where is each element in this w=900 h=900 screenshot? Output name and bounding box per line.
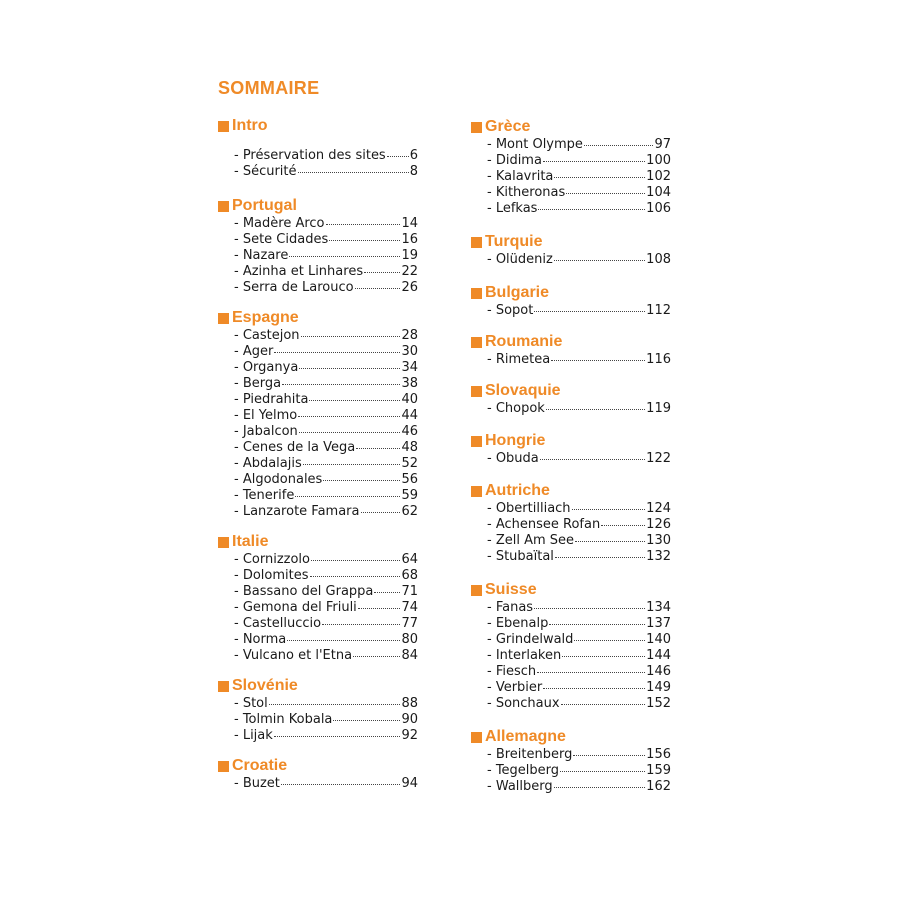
section-heading[interactable] [218, 532, 418, 552]
entry-label: - Fiesch [487, 664, 537, 679]
section-title: Portugal [232, 197, 297, 214]
entry-label: - Stubaïtal [487, 549, 554, 564]
section-portugal [218, 196, 418, 296]
entry-label: - Obuda [487, 451, 539, 466]
page-number: 137 [646, 616, 671, 631]
section-heading[interactable] [471, 580, 671, 600]
section-heading[interactable] [471, 332, 671, 352]
section-title: Suisse [485, 581, 537, 598]
toc-entry[interactable] [218, 712, 418, 728]
dot-leader [274, 352, 400, 353]
section-espagne [218, 308, 418, 520]
page-number: 162 [646, 779, 671, 794]
dot-leader [543, 688, 645, 689]
toc-entry[interactable] [218, 376, 418, 392]
entry-label: - Olüdeniz [487, 252, 553, 267]
dot-leader [574, 640, 645, 641]
toc-entry[interactable] [218, 728, 418, 744]
entry-label: - Lanzarote Famara [234, 504, 360, 519]
page-number: 77 [401, 616, 418, 631]
orange-square-icon [218, 537, 229, 548]
entry-label: - Chopok [487, 401, 545, 416]
page-number: 56 [401, 472, 418, 487]
toc-entry[interactable] [218, 344, 418, 360]
section-title: Roumanie [485, 333, 563, 350]
section-autriche [471, 481, 671, 565]
dot-leader [311, 560, 400, 561]
dot-leader [295, 496, 400, 497]
dot-leader [560, 771, 645, 772]
dot-leader [281, 784, 401, 785]
toc-entry[interactable] [471, 201, 671, 217]
section-heading[interactable] [471, 232, 671, 252]
dot-leader [601, 525, 645, 526]
page-number: 6 [409, 148, 418, 163]
toc-entry[interactable] [471, 303, 671, 319]
entry-label: - Organya [234, 360, 299, 375]
toc-entry[interactable] [218, 328, 418, 344]
page-number: 48 [401, 440, 418, 455]
section-title: Grèce [485, 118, 531, 135]
page-number: 108 [646, 252, 671, 267]
page-number: 97 [654, 137, 671, 152]
entry-label: - Préservation des sites [234, 148, 386, 163]
section-title: Croatie [232, 757, 288, 774]
dot-leader [299, 432, 401, 433]
dot-leader [549, 624, 645, 625]
toc-entry[interactable] [218, 392, 418, 408]
dot-leader [301, 336, 401, 337]
page-number: 122 [646, 451, 671, 466]
section-title: Slovénie [232, 677, 298, 694]
toc-entry[interactable] [218, 232, 418, 248]
orange-square-icon [471, 122, 482, 133]
entry-label: - Tenerife [234, 488, 295, 503]
entry-label: - Jabalcon [234, 424, 298, 439]
section-title: Hongrie [485, 432, 546, 449]
toc-entry[interactable] [471, 252, 671, 268]
page-number: 106 [646, 201, 671, 216]
dot-leader [287, 640, 400, 641]
page-number: 80 [401, 632, 418, 647]
orange-square-icon [218, 761, 229, 772]
dot-leader [554, 787, 646, 788]
toc-entry[interactable] [471, 153, 671, 169]
page-number: 8 [409, 164, 418, 179]
toc-entry[interactable] [218, 600, 418, 616]
dot-leader [298, 416, 400, 417]
entry-label: - Verbier [487, 680, 543, 695]
dot-leader [554, 177, 645, 178]
orange-square-icon [218, 681, 229, 692]
page-number: 22 [401, 264, 418, 279]
entry-label: - Vulcano et l'Etna [234, 648, 353, 663]
dot-leader [573, 755, 645, 756]
dot-leader [555, 557, 645, 558]
toc-entry[interactable] [471, 169, 671, 185]
page-number: 140 [646, 632, 671, 647]
toc-entry[interactable] [218, 148, 418, 164]
dot-leader [299, 368, 400, 369]
entry-label: - Zell Am See [487, 533, 575, 548]
entry-label: - Sonchaux [487, 696, 560, 711]
page-number: 90 [401, 712, 418, 727]
section-title: Espagne [232, 309, 299, 326]
page-number: 119 [646, 401, 671, 416]
entry-label: - Abdalajis [234, 456, 302, 471]
page-number: 132 [646, 549, 671, 564]
entry-label: - Rimetea [487, 352, 551, 367]
dot-leader [355, 288, 401, 289]
section-bulgarie [471, 283, 671, 319]
section-title: Turquie [485, 233, 543, 250]
page-number: 19 [401, 248, 418, 263]
toc-entry[interactable] [218, 616, 418, 632]
toc-entry[interactable] [218, 552, 418, 568]
orange-square-icon [471, 585, 482, 596]
dot-leader [361, 512, 401, 513]
entry-label: - Gemona del Friuli [234, 600, 357, 615]
page-number: 52 [401, 456, 418, 471]
section-title: Italie [232, 533, 269, 550]
entry-label: - Cornizzolo [234, 552, 310, 567]
page-number: 88 [401, 696, 418, 711]
dot-leader [584, 145, 654, 146]
orange-square-icon [471, 237, 482, 248]
section-heading[interactable] [471, 431, 671, 451]
entry-label: - Interlaken [487, 648, 562, 663]
dot-leader [274, 736, 401, 737]
entry-label: - Grindelwald [487, 632, 574, 647]
dot-leader [566, 193, 645, 194]
toc-entry[interactable] [471, 696, 671, 712]
page-number: 159 [646, 763, 671, 778]
entry-label: - Castelluccio [234, 616, 322, 631]
dot-leader [358, 608, 401, 609]
section-allemagne [471, 727, 671, 795]
orange-square-icon [471, 386, 482, 397]
dot-leader [322, 624, 400, 625]
page-number: 26 [401, 280, 418, 295]
toc-entry[interactable] [471, 747, 671, 763]
page-number: 14 [401, 216, 418, 231]
orange-square-icon [471, 436, 482, 447]
entry-label: - Sopot [487, 303, 534, 318]
page-number: 104 [646, 185, 671, 200]
page-number: 102 [646, 169, 671, 184]
section-suisse [471, 580, 671, 712]
section-title: Slovaquie [485, 382, 561, 399]
page-number: 34 [401, 360, 418, 375]
page-number: 149 [646, 680, 671, 695]
section-title: Allemagne [485, 728, 566, 745]
section-slovaquie [471, 381, 671, 417]
section-heading[interactable] [218, 308, 418, 328]
page-number: 71 [401, 584, 418, 599]
page-number: 152 [646, 696, 671, 711]
dot-leader [543, 161, 645, 162]
dot-leader [572, 509, 646, 510]
entry-label: - Ager [234, 344, 274, 359]
page-number: 38 [401, 376, 418, 391]
toc-entry[interactable] [218, 648, 418, 664]
page-number: 62 [401, 504, 418, 519]
entry-label: - Fanas [487, 600, 534, 615]
toc-entry[interactable] [218, 408, 418, 424]
entry-label: - Achensee Rofan [487, 517, 601, 532]
entry-label: - Dolomites [234, 568, 309, 583]
entry-label: - Didima [487, 153, 542, 168]
orange-square-icon [471, 288, 482, 299]
toc-entry[interactable] [471, 401, 671, 417]
section-grece [471, 117, 671, 217]
page-number: 126 [646, 517, 671, 532]
toc-entry[interactable] [218, 504, 418, 520]
dot-leader [537, 672, 645, 673]
section-croatie [218, 756, 418, 792]
orange-square-icon [471, 732, 482, 743]
dot-leader [326, 224, 401, 225]
dot-leader [303, 464, 401, 465]
toc-entry[interactable] [218, 696, 418, 712]
toc-entry[interactable] [471, 648, 671, 664]
entry-label: - Norma [234, 632, 287, 647]
dot-leader [329, 240, 400, 241]
entry-label: - Castejon [234, 328, 300, 343]
toc-entry[interactable] [471, 600, 671, 616]
toc-entry[interactable] [218, 472, 418, 488]
dot-leader [561, 704, 646, 705]
page-number: 46 [401, 424, 418, 439]
toc-entry[interactable] [218, 264, 418, 280]
page-number: 64 [401, 552, 418, 567]
dot-leader [554, 260, 645, 261]
toc-entry[interactable] [471, 517, 671, 533]
toc-entry[interactable] [471, 632, 671, 648]
page-title: SOMMAIRE [218, 78, 320, 98]
dot-leader [551, 360, 645, 361]
dot-leader [269, 704, 401, 705]
page-number: 156 [646, 747, 671, 762]
entry-label: - Sécurité [234, 164, 297, 179]
page-number: 28 [401, 328, 418, 343]
entry-label: - Algodonales [234, 472, 323, 487]
section-italie [218, 532, 418, 664]
entry-label: - Mont Olympe [487, 137, 583, 152]
toc-entry[interactable] [471, 185, 671, 201]
orange-square-icon [218, 201, 229, 212]
entry-label: - Buzet [234, 776, 280, 791]
dot-leader [575, 541, 645, 542]
page-number: 116 [646, 352, 671, 367]
entry-label: - El Yelmo [234, 408, 298, 423]
entry-label: - Wallberg [487, 779, 553, 794]
toc-entry[interactable] [471, 501, 671, 517]
entry-label: - Cenes de la Vega [234, 440, 356, 455]
dot-leader [298, 172, 409, 173]
dot-leader [356, 448, 400, 449]
page-number: 100 [646, 153, 671, 168]
toc-entry[interactable] [218, 568, 418, 584]
toc-entry[interactable] [471, 451, 671, 467]
toc-entry[interactable] [471, 137, 671, 153]
page-number: 134 [646, 600, 671, 615]
page-number: 40 [401, 392, 418, 407]
toc-entry[interactable] [218, 248, 418, 264]
page-number: 92 [401, 728, 418, 743]
entry-label: - Bassano del Grappa [234, 584, 374, 599]
section-heading[interactable] [218, 116, 418, 136]
entry-label: - Kitheronas [487, 185, 566, 200]
toc-entry[interactable] [218, 632, 418, 648]
section-heading[interactable] [471, 381, 671, 401]
toc-entry[interactable] [471, 664, 671, 680]
toc-entry[interactable] [218, 456, 418, 472]
section-heading[interactable] [218, 196, 418, 216]
toc-entry[interactable] [471, 549, 671, 565]
section-hongrie [471, 431, 671, 467]
entry-label: - Tegelberg [487, 763, 560, 778]
page-number: 68 [401, 568, 418, 583]
page-number: 74 [401, 600, 418, 615]
toc-entry[interactable] [471, 352, 671, 368]
dot-leader [538, 209, 645, 210]
toc-entry[interactable] [218, 216, 418, 232]
toc-entry[interactable] [471, 680, 671, 696]
toc-entry[interactable] [471, 533, 671, 549]
toc-entry[interactable] [218, 488, 418, 504]
page-number: 112 [646, 303, 671, 318]
page-number: 84 [401, 648, 418, 663]
dot-leader [323, 480, 400, 481]
dot-leader [374, 592, 400, 593]
page-number: 94 [401, 776, 418, 791]
entry-label: - Ebenalp [487, 616, 549, 631]
toc-entry[interactable] [471, 616, 671, 632]
section-title: Intro [232, 117, 268, 134]
dot-leader [387, 156, 409, 157]
section-slovenie [218, 676, 418, 744]
page-number: 130 [646, 533, 671, 548]
page-number: 144 [646, 648, 671, 663]
orange-square-icon [218, 313, 229, 324]
entry-label: - Azinha et Linhares [234, 264, 364, 279]
section-heading[interactable] [218, 756, 418, 776]
section-turquie [471, 232, 671, 268]
toc-entry[interactable] [218, 440, 418, 456]
entry-label: - Piedrahita [234, 392, 309, 407]
page-number: 146 [646, 664, 671, 679]
entry-label: - Breitenberg [487, 747, 573, 762]
page-number: 16 [401, 232, 418, 247]
page-number: 30 [401, 344, 418, 359]
section-intro [218, 116, 418, 180]
toc-entry[interactable] [218, 164, 418, 180]
entry-label: - Lefkas [487, 201, 538, 216]
section-heading[interactable] [471, 481, 671, 501]
page-number: 59 [401, 488, 418, 503]
dot-leader [333, 720, 400, 721]
toc-entry[interactable] [218, 776, 418, 792]
toc-entry[interactable] [218, 280, 418, 296]
page-number: 124 [646, 501, 671, 516]
section-heading[interactable] [218, 676, 418, 696]
toc-entry[interactable] [218, 360, 418, 376]
page-number: 44 [401, 408, 418, 423]
entry-label: - Tolmin Kobala [234, 712, 333, 727]
dot-leader [546, 409, 645, 410]
dot-leader [534, 311, 645, 312]
entry-label: - Nazare [234, 248, 289, 263]
entry-label: - Serra de Larouco [234, 280, 354, 295]
dot-leader [309, 400, 400, 401]
entry-label: - Madère Arco [234, 216, 325, 231]
section-heading[interactable] [471, 283, 671, 303]
dot-leader [540, 459, 645, 460]
entry-label: - Stol [234, 696, 268, 711]
dot-leader [289, 256, 400, 257]
section-title: Bulgarie [485, 284, 550, 301]
toc-entry[interactable] [218, 424, 418, 440]
orange-square-icon [471, 486, 482, 497]
dot-leader [282, 384, 400, 385]
section-roumanie [471, 332, 671, 368]
dot-leader [534, 608, 645, 609]
section-heading[interactable] [471, 727, 671, 747]
dot-leader [364, 272, 400, 273]
orange-square-icon [471, 337, 482, 348]
dot-leader [562, 656, 645, 657]
toc-entry[interactable] [471, 779, 671, 795]
section-title: Autriche [485, 482, 550, 499]
toc-entry[interactable] [471, 763, 671, 779]
entry-label: - Kalavrita [487, 169, 554, 184]
dot-leader [353, 656, 400, 657]
entry-label: - Obertilliach [487, 501, 571, 516]
orange-square-icon [218, 121, 229, 132]
section-heading[interactable] [471, 117, 671, 137]
toc-entry[interactable] [218, 584, 418, 600]
entry-label: - Sete Cidades [234, 232, 329, 247]
entry-label: - Lijak [234, 728, 273, 743]
dot-leader [310, 576, 401, 577]
entry-label: - Berga [234, 376, 282, 391]
